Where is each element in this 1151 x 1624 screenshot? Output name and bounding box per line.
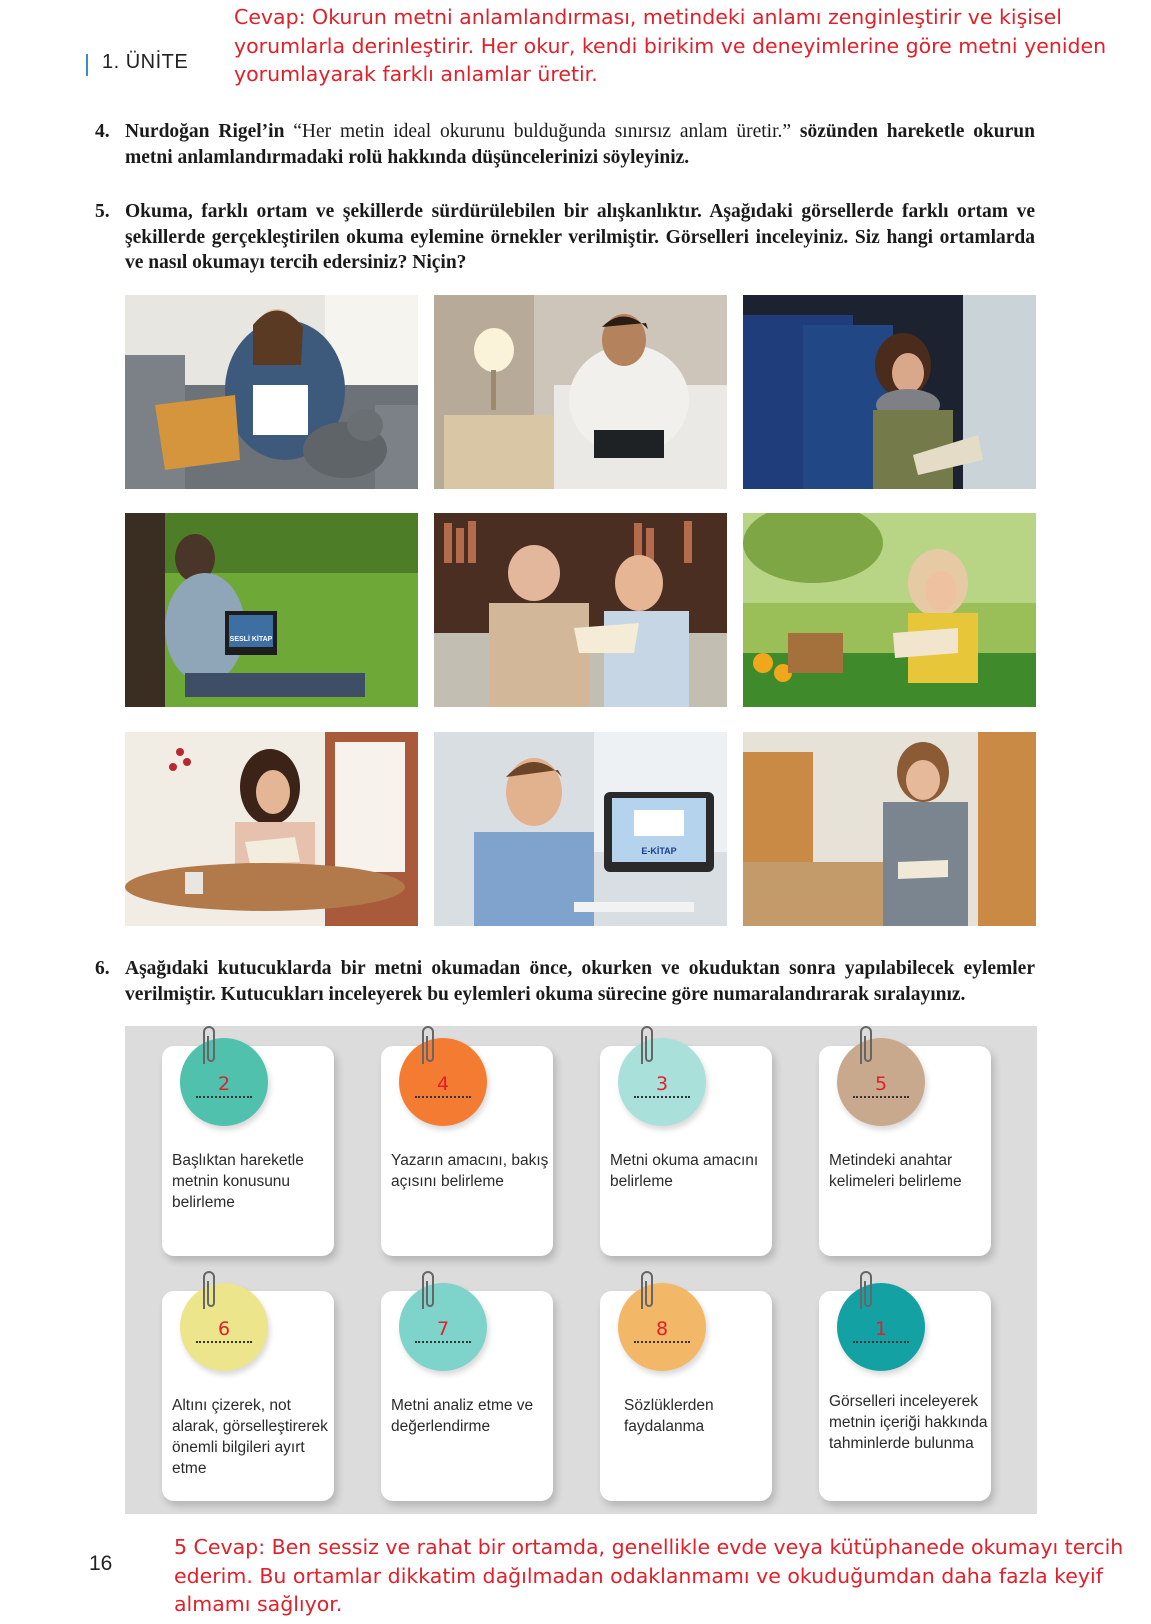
ordering-board: [125, 1026, 1037, 1514]
answer-q4: Cevap: Okurun metni anlamlandırması, metindeki anlamı zenginleştirir ve kişisel yorumlarla derinleştirir. Her okur, kendi birikim ve deneyimlerine göre metni yeniden yorumlayarak farklı anlamlar üretir.: [234, 5, 1107, 86]
step-number[interactable]: 6: [196, 1317, 252, 1343]
paperclip-icon: [636, 1024, 658, 1068]
answer-q5: 5 Cevap: Ben sessiz ve rahat bir ortamda, genellikle evde veya kütüphanede okumayı tercih ederim. Bu ortamlar dikkatim dağılmadan odaklanmamı ve okuduğumdan daha fazla keyif almamı sağlıyor.: [174, 1535, 1124, 1616]
question-number: 6.: [95, 958, 110, 979]
step-number[interactable]: 5: [853, 1072, 909, 1098]
photo-man-bed-lamp: [434, 295, 727, 489]
question-number: 4.: [95, 121, 110, 142]
step-card: [600, 1291, 772, 1501]
question-bold-start: Nurdoğan Rigel’in: [125, 121, 285, 142]
step-text: Sözlüklerden faydalanma: [624, 1397, 714, 1435]
step-number[interactable]: 1: [853, 1317, 909, 1343]
photo-man-grass-audiobook: [125, 513, 418, 707]
question-4: [95, 119, 1035, 170]
photo-woman-sofa-cat: [125, 295, 418, 489]
step-card: [819, 1291, 991, 1501]
step-text: Yazarın amacını, bakış açısını belirleme: [391, 1152, 549, 1190]
unit-label: 1. ÜNİTE: [102, 51, 189, 73]
step-number[interactable]: 2: [196, 1072, 252, 1098]
step-number[interactable]: 8: [634, 1317, 690, 1343]
step-text: Metni okuma amacını belirleme: [610, 1152, 759, 1190]
paperclip-icon: [198, 1269, 220, 1313]
question-quote: “Her metin ideal okurunu bulduğunda sınırsız anlam üretir.”: [293, 121, 792, 142]
step-card: [819, 1046, 991, 1256]
step-card: [600, 1046, 772, 1256]
paperclip-icon: [636, 1269, 658, 1313]
photo-woman-cafe: [125, 732, 418, 926]
step-text: Metni analiz etme ve değerlendirme: [391, 1397, 534, 1435]
photo-grandfather-girl: [434, 513, 727, 707]
step-card: [162, 1291, 334, 1501]
paperclip-icon: [417, 1269, 439, 1313]
step-number[interactable]: 4: [415, 1072, 471, 1098]
question-number: 5.: [95, 201, 110, 222]
audiobook-screen-label: SESLİ KİTAP: [229, 636, 273, 643]
question-text: Okuma, farklı ortam ve şekillerde sürdürülebilen bir alışkanlıktır. Aşağıdaki görsellerde farklı ortam ve şekillerde gerçekleştirilen okuma eylemine örnekler verilmiştir. Görselleri inceleyiniz. Siz hangi ortamlarda ve nasıl okumayı tercih edersiniz? Niçin?: [125, 201, 1035, 273]
question-6: [95, 956, 1035, 1007]
step-text: Metindeki anahtar kelimeleri belirleme: [829, 1152, 962, 1190]
step-card: [381, 1291, 553, 1501]
photo-boy-library: [743, 732, 1036, 926]
step-number[interactable]: 7: [415, 1317, 471, 1343]
paperclip-icon: [417, 1024, 439, 1068]
paperclip-icon: [855, 1024, 877, 1068]
step-text: Görselleri inceleyerek metnin içeriği hakkında tahminlerde bulunma: [829, 1393, 988, 1452]
question-text: Aşağıdaki kutucuklarda bir metni okumadan önce, okurken ve okuduktan sonra yapılabilecek eylemler verilmiştir. Kutucukları inceleyerek bu eylemleri okuma sürecine göre numaralandırarak sıralayınız.: [125, 958, 1035, 1005]
question-text: [125, 119, 1035, 170]
step-number[interactable]: 3: [634, 1072, 690, 1098]
ebook-screen-label: E-KİTAP: [641, 846, 677, 856]
unit-marker: [86, 54, 88, 76]
photo-woman-bus: [743, 295, 1036, 489]
step-card: [162, 1046, 334, 1256]
page-number: 16: [89, 1552, 113, 1575]
step-card: [381, 1046, 553, 1256]
photo-girl-park-picnic: [743, 513, 1036, 707]
question-bold-end: sözünden hareketle okurun metni anlamlandırmadaki rolü hakkında düşüncelerinizi söyleyiniz.: [125, 121, 1035, 168]
step-text: Altını çizerek, not alarak, görselleştirerek önemli bilgileri ayırt etme: [172, 1397, 328, 1477]
question-5: [95, 199, 1035, 276]
photo-man-ebook: [434, 732, 727, 926]
paperclip-icon: [855, 1269, 877, 1313]
step-text: Başlıktan hareketle metnin konusunu belirleme: [172, 1152, 304, 1211]
paperclip-icon: [198, 1024, 220, 1068]
